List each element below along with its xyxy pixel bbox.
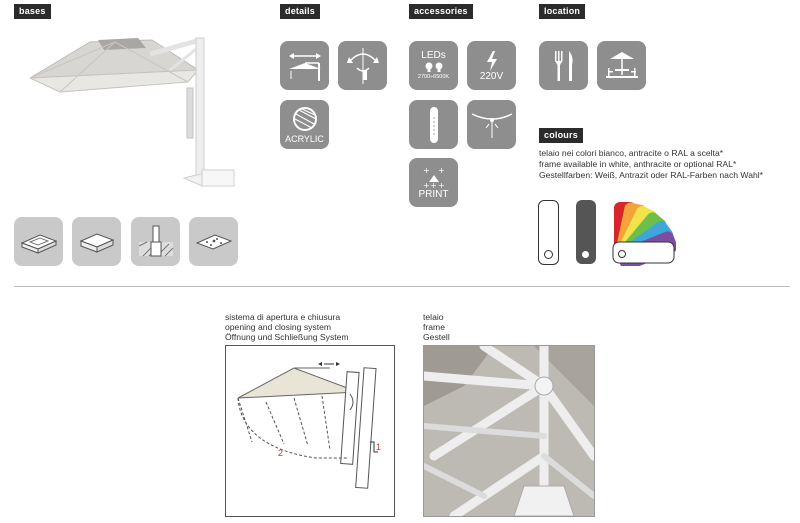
lightning-icon [484,50,500,72]
swatch-white [538,200,559,265]
opening-system-diagram [225,345,395,517]
detail-tilt-tile [280,41,329,90]
acrylic-label: ACRYLIC [285,133,324,144]
umbrella-product-image [20,30,250,195]
accessory-power-tile [467,41,516,90]
frame-caption-italian: telaio [423,312,444,322]
location-terrace-tile [597,41,646,90]
colours-text-german: Gestellfarben: Weiß, Antrazit oder RAL-Farben nach Wahl* [539,170,764,180]
svg-text:+: + [437,165,445,175]
detail-acrylic-tile [280,100,329,149]
section-divider [14,286,790,287]
frame-detail-photo [423,345,595,517]
svg-text:+: + [422,165,430,175]
section-tag-location: location [539,4,585,19]
frame-photo-drawing [424,346,594,516]
heater-tube-icon [427,105,441,145]
location-restaurant-tile [539,41,588,90]
floor-plate-icon [193,227,235,257]
swatch-hole [582,251,589,258]
base-slab-icon [76,227,118,257]
frame-caption-german: Gestell [423,332,450,342]
diagram-label-1: 1 [376,442,382,452]
base-option-floor-plate-tile [189,217,238,266]
opening-caption-english: opening and closing system [225,322,332,332]
voltage-label: 220V [479,70,504,82]
print-label: PRINT [418,188,449,200]
section-tag-accessories: accessories [409,4,473,19]
base-option-plate-tile [14,217,63,266]
ground-anchor-icon [135,224,177,260]
leds-title: LEDs [421,50,446,61]
accessory-heater-tile [409,100,458,149]
rotation-icon [343,46,383,86]
swatch-hole [544,250,553,259]
svg-text:+: + [429,180,437,190]
section-tag-bases: bases [14,4,51,19]
diagram-label-2: 2 [278,448,284,458]
frame-caption-english: frame [423,322,445,332]
accessory-lights-tile [467,100,516,149]
accessory-print-tile [409,158,458,207]
swatch-anthracite [576,200,596,264]
colours-text-italian: telaio nei colori bianco, antracite o RAL a scelta* [539,148,724,158]
led-bulbs-icon [422,61,446,73]
opening-system-drawing [226,346,394,516]
fabric-roll-icon [290,106,320,134]
tilt-canopy-icon [285,49,325,83]
colours-text-english: frame available in white, anthracite or optional RAL* [539,159,737,169]
leds-range: 2700÷6500K [417,74,450,80]
base-option-slab-tile [72,217,121,266]
opening-caption-german: Öffnung und Schließung System [225,332,349,342]
base-option-ground-anchor-tile [131,217,180,266]
detail-rotation-tile [338,41,387,90]
base-plate-icon [18,227,60,257]
opening-caption-italian: sistema di apertura e chiusura [225,312,341,322]
section-tag-colours: colours [539,128,583,143]
section-tag-details: details [280,4,320,19]
canopy-lights-icon [470,110,514,140]
ral-colour-fan [612,198,676,266]
terrace-icon [602,49,642,83]
print-sparkle-icon [421,166,447,190]
svg-text:+: + [422,180,430,190]
svg-text:+: + [437,180,445,190]
fork-knife-icon [549,49,579,83]
accessory-leds-tile [409,41,458,90]
